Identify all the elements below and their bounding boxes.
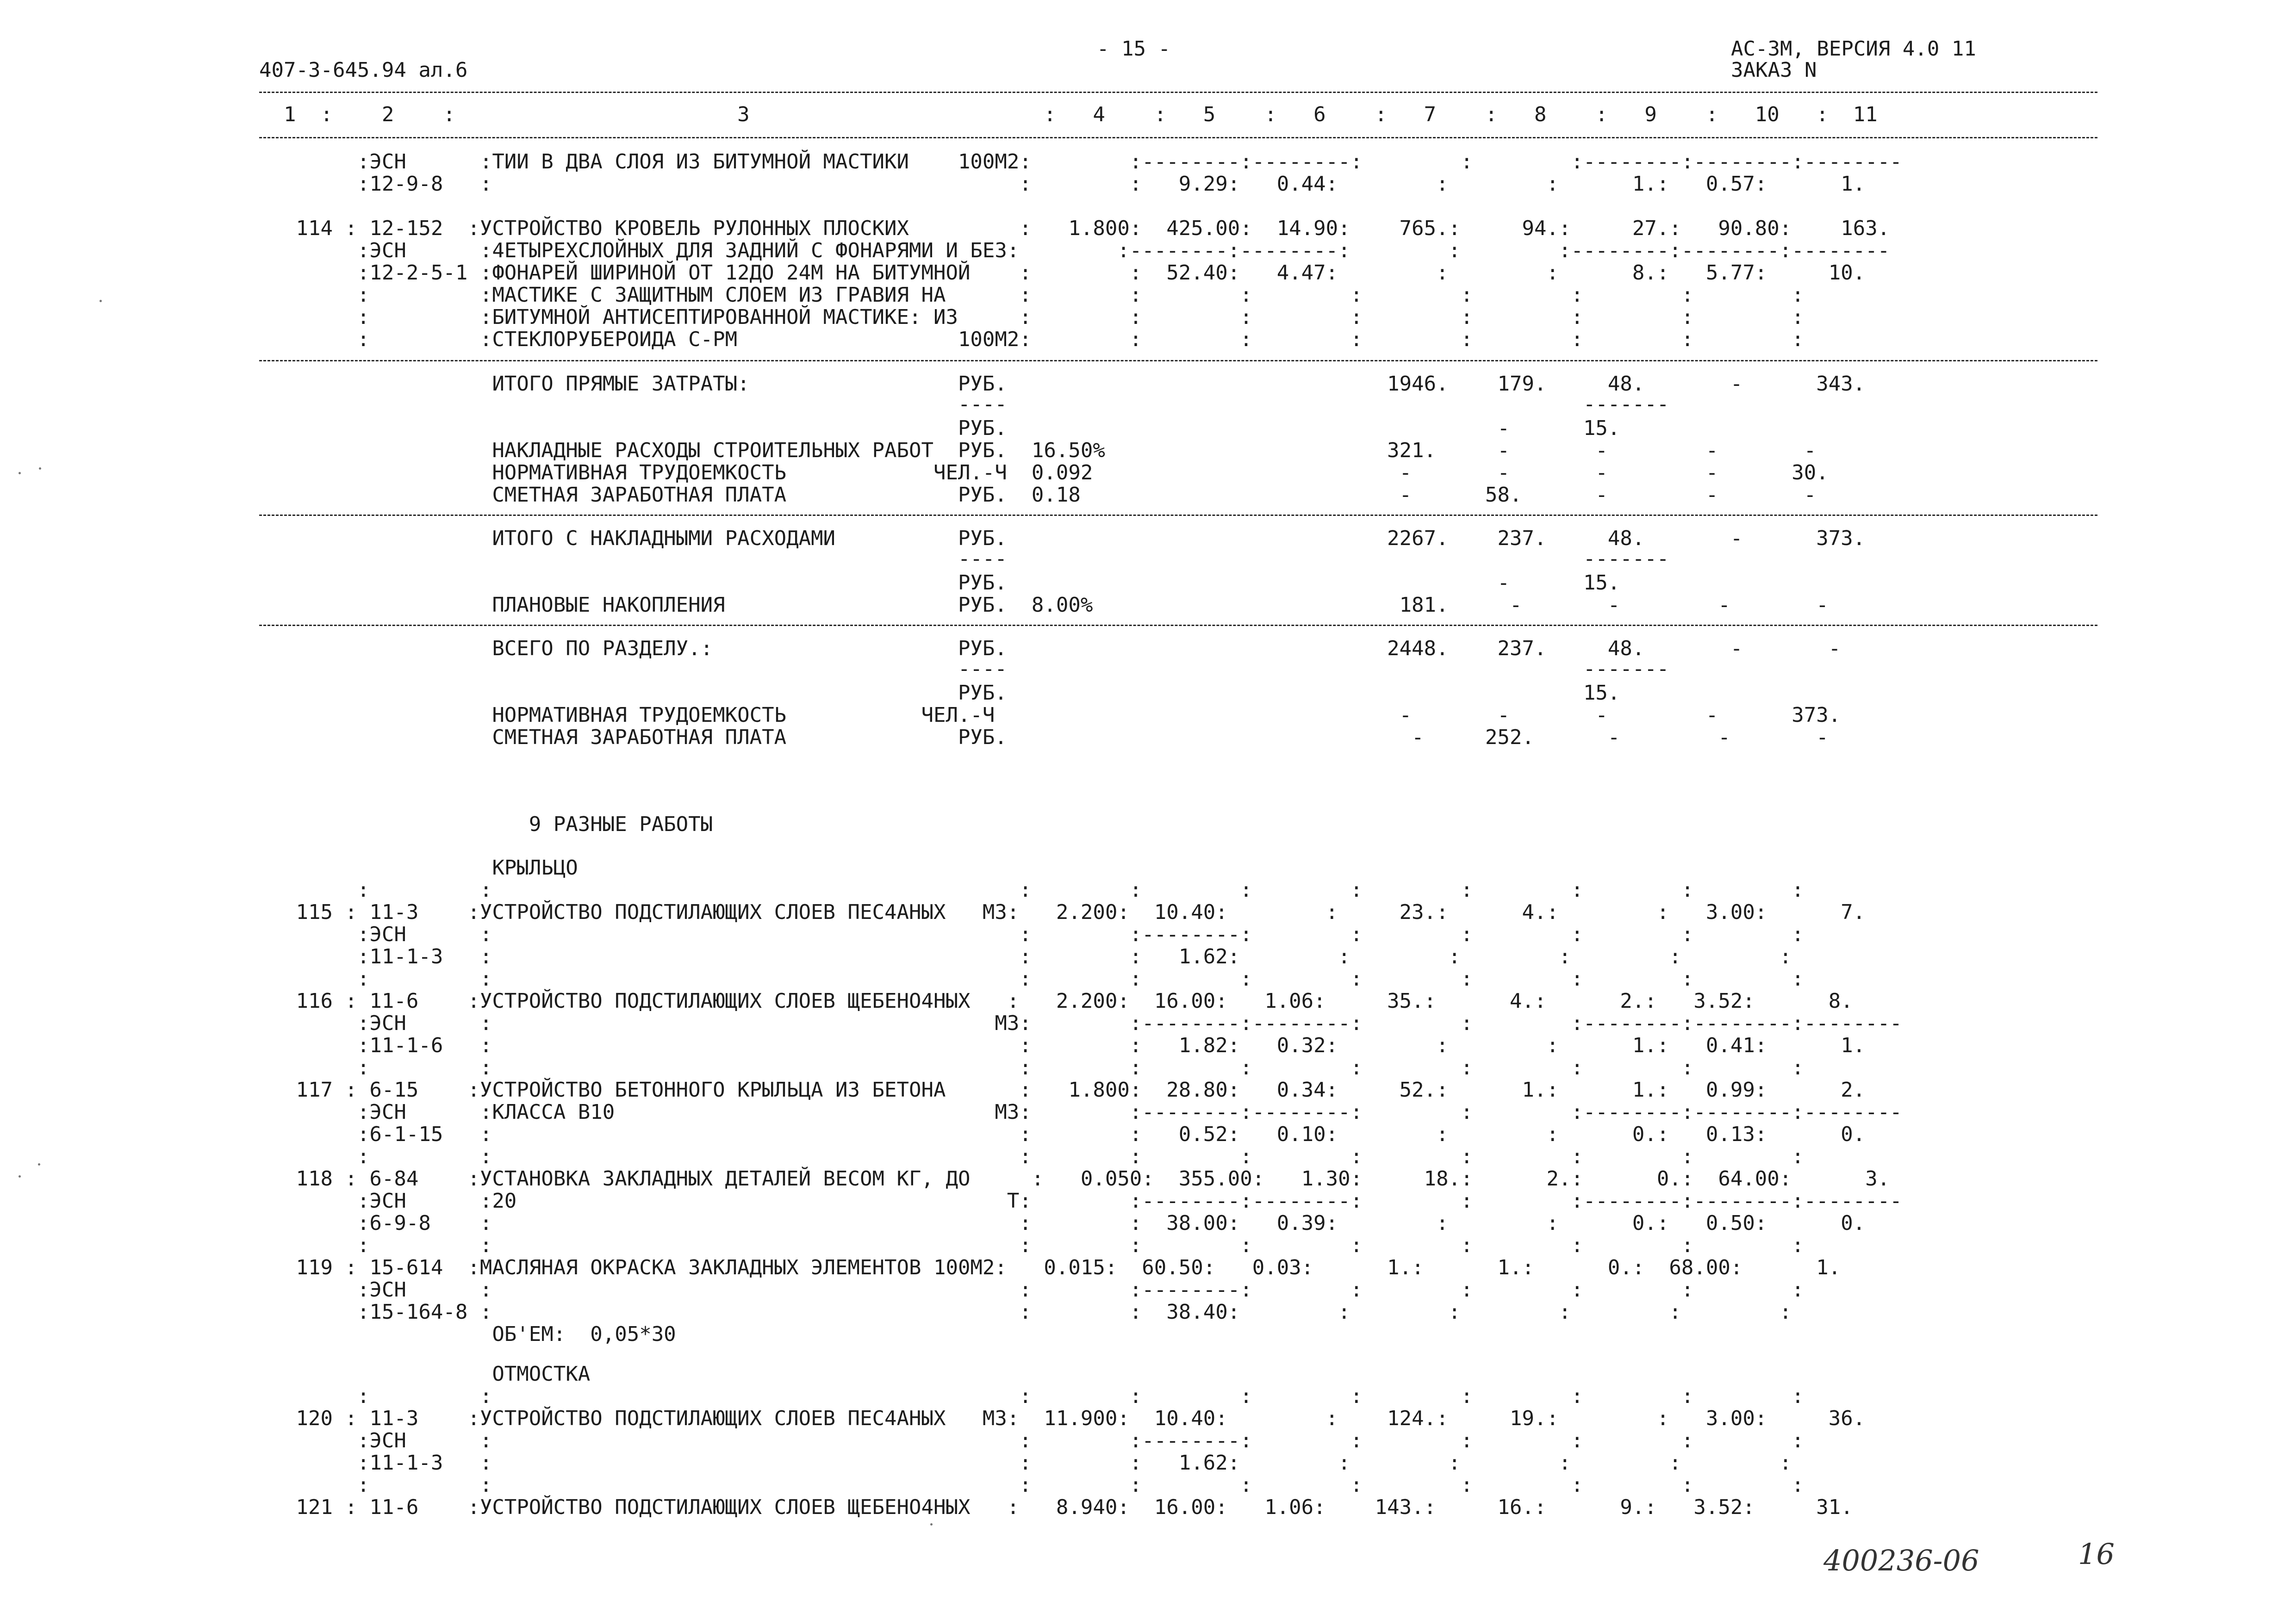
scan-speck [39,467,41,470]
table-row: 116 : 11-6 :УСТРОЙСТВО ПОДСТИЛАЮЩИХ СЛОЕВ ЩЕБЕНО4НЫХ : 2.200: 16.00: 1.06: 35.: 4.: 2.: 3.52: 8. [259,989,1853,1013]
summary-line: ВСЕГО ПО РАЗДЕЛУ.: РУБ. 2448. 237. 48. - - [259,637,1841,660]
table-row: : :СТЕКЛОРУБЕРОИДА С-РМ 100М2: : : : : : : : [259,328,1804,351]
order-number: ЗАКАЗ N [1731,58,1817,82]
summary-line: РУБ. - 15. [259,571,1620,595]
summary-line: СМЕТНАЯ ЗАРАБОТНАЯ ПЛАТА РУБ. 0.18 - 58. - - - [259,483,1817,507]
table-row: : : : : : : : : : : [259,967,1804,991]
table-row: 120 : 11-3 :УСТРОЙСТВО ПОДСТИЛАЮЩИХ СЛОЕВ ПЕС4АНЫХ М3: 11.900: 10.40: : 124.: 19.: : 3.00: 36. [259,1407,1866,1430]
scan-speck [930,1523,933,1526]
table-row: :ЭСН : : :--------: : : : : : [259,923,1804,946]
divider [259,360,2097,361]
summary-line: НОРМАТИВНАЯ ТРУДОЕМКОСТЬ ЧЕЛ.-Ч - - - - 373. [259,703,1841,727]
table-row: : :БИТУМНОЙ АНТИСЕПТИРОВАННОЙ МАСТИКЕ: ИЗ : : : : : : : : [259,305,1804,329]
divider [259,92,2097,93]
table-row: :11-1-6 : : : 1.82: 0.32: : : 1.: 0.41: 1. [259,1034,1866,1057]
summary-line: ---- ------- [259,547,1669,571]
handwritten-sheet-number: 16 [2078,1537,2115,1571]
scan-speck [19,1175,21,1178]
table-row: :ЭСН : М3: :--------:--------: : :--------:--------:-------- [259,1011,1902,1035]
summary-line: РУБ. - 15. [259,416,1620,440]
scan-speck [19,472,21,474]
table-row: : : : : : : : : : : [259,1384,1804,1408]
scan-speck [38,1163,40,1166]
subsection-title: ОТМОСТКА [259,1362,591,1386]
table-row: 118 : 6-84 :УСТАНОВКА ЗАКЛАДНЫХ ДЕТАЛЕЙ ВЕСОМ КГ, ДО : 0.050: 355.00: 1.30: 18.: 2.: 0.: 64.00: 3. [259,1167,1890,1191]
summary-line: НАКЛАДНЫЕ РАСХОДЫ СТРОИТЕЛЬНЫХ РАБОТ РУБ. 16.50% 321. - - - - [259,439,1817,462]
table-row: : : : : : : : : : : [259,1234,1804,1257]
program-version: АС-3М, ВЕРСИЯ 4.0 11 [1731,37,1976,61]
table-row: :ЭСН :КЛАССА В10 М3: :--------:--------: : :--------:--------:-------- [259,1100,1902,1124]
table-row: :12-2-5-1 :ФОНАРЕЙ ШИРИНОЙ ОТ 12ДО 24М НА БИТУМНОЙ : : 52.40: 4.47: : : 8.: 5.77: 10. [259,261,1866,285]
table-row: : : : : : : : : : : [259,1056,1804,1079]
column-header: 1 : 2 : 3 : 4 : 5 : 6 : 7 : 8 : 9 : 10 : 11 [259,103,1878,126]
table-row: :11-1-3 : : : 1.62: : : : : : [259,1451,1792,1475]
scan-speck [100,300,102,302]
table-row: :6-1-15 : : : 0.52: 0.10: : : 0.: 0.13: 0. [259,1123,1866,1146]
summary-line: ---- ------- [259,657,1669,681]
page-number: - 15 - [1097,37,1170,61]
table-row: :6-9-8 : : : 38.00: 0.39: : : 0.: 0.50: 0. [259,1211,1866,1235]
summary-line: НОРМАТИВНАЯ ТРУДОЕМКОСТЬ ЧЕЛ.-Ч 0.092 - - - - 30. [259,461,1829,484]
table-row: : : : : : : : : : : [259,1473,1804,1497]
table-row: :ЭСН :20 Т: :--------:--------: : :--------:--------:-------- [259,1189,1902,1213]
summary-line: РУБ. 15. [259,681,1620,705]
handwritten-archive-number: 400236-06 [1823,1544,1979,1577]
volume-note: ОБ'ЕМ: 0,05*30 [259,1322,676,1346]
summary-line: ИТОГО С НАКЛАДНЫМИ РАСХОДАМИ РУБ. 2267. 237. 48. - 373. [259,527,1866,550]
divider [259,625,2097,626]
document-code: 407-3-645.94 ал.6 [259,58,468,82]
summary-line: ---- ------- [259,392,1669,416]
table-row: 117 : 6-15 :УСТРОЙСТВО БЕТОННОГО КРЫЛЬЦА ИЗ БЕТОНА : 1.800: 28.80: 0.34: 52.: 1.: 1.: 0.99: 2. [259,1078,1866,1102]
table-row: :ЭСН : : :--------: : : : : : [259,1278,1804,1302]
divider [259,515,2097,516]
table-row: 114 : 12-152 :УСТРОЙСТВО КРОВЕЛЬ РУЛОННЫХ ПЛОСКИХ : 1.800: 425.00: 14.90: 765.: 94.: 27.: 90.80: 163. [259,217,1890,240]
table-row: :11-1-3 : : : 1.62: : : : : : [259,945,1792,968]
summary-line: СМЕТНАЯ ЗАРАБОТНАЯ ПЛАТА РУБ. - 252. - - - [259,726,1829,749]
table-row: : : : : : : : : : : [259,878,1804,902]
summary-line: ИТОГО ПРЯМЫЕ ЗАТРАТЫ: РУБ. 1946. 179. 48. - 343. [259,372,1866,396]
divider [259,137,2097,138]
subsection-title: КРЫЛЬЦО [259,856,578,880]
table-row: :ЭСН : : :--------: : : : : : [259,1429,1804,1452]
table-row: : : : : : : : : : : [259,1145,1804,1168]
table-row: 121 : 11-6 :УСТРОЙСТВО ПОДСТИЛАЮЩИХ СЛОЕВ ЩЕБЕНО4НЫХ : 8.940: 16.00: 1.06: 143.: 16.: 9.: 3.52: 31. [259,1495,1853,1519]
table-row: :ЭСН :4ЕТЫРЕХСЛОЙНЫХ ДЛЯ ЗАДНИЙ С ФОНАРЯМИ И БЕЗ: :--------:--------: : :--------:--------:-------- [259,239,1890,262]
table-row: :15-164-8 : : : 38.40: : : : : : [259,1300,1792,1324]
table-row: 119 : 15-614 :МАСЛЯНАЯ ОКРАСКА ЗАКЛАДНЫХ ЭЛЕМЕНТОВ 100М2: 0.015: 60.50: 0.03: 1.: 1.: 0.: 68.00: 1. [259,1256,1841,1279]
table-row: : :МАСТИКЕ С ЗАЩИТНЫМ СЛОЕМ ИЗ ГРАВИЯ НА : : : : : : : : [259,283,1804,307]
table-row: :ЭСН :ТИИ В ДВА СЛОЯ ИЗ БИТУМНОЙ МАСТИКИ 100М2: :--------:--------: : :--------:--------:-------- [259,150,1902,174]
section-title: 9 РАЗНЫЕ РАБОТЫ [259,813,713,836]
table-row: :12-9-8 : : : 9.29: 0.44: : : 1.: 0.57: 1. [259,172,1866,196]
table-row: 115 : 11-3 :УСТРОЙСТВО ПОДСТИЛАЮЩИХ СЛОЕВ ПЕС4АНЫХ М3: 2.200: 10.40: : 23.: 4.: : 3.00: 7. [259,900,1866,924]
summary-line: ПЛАНОВЫЕ НАКОПЛЕНИЯ РУБ. 8.00% 181. - - - - [259,593,1829,617]
